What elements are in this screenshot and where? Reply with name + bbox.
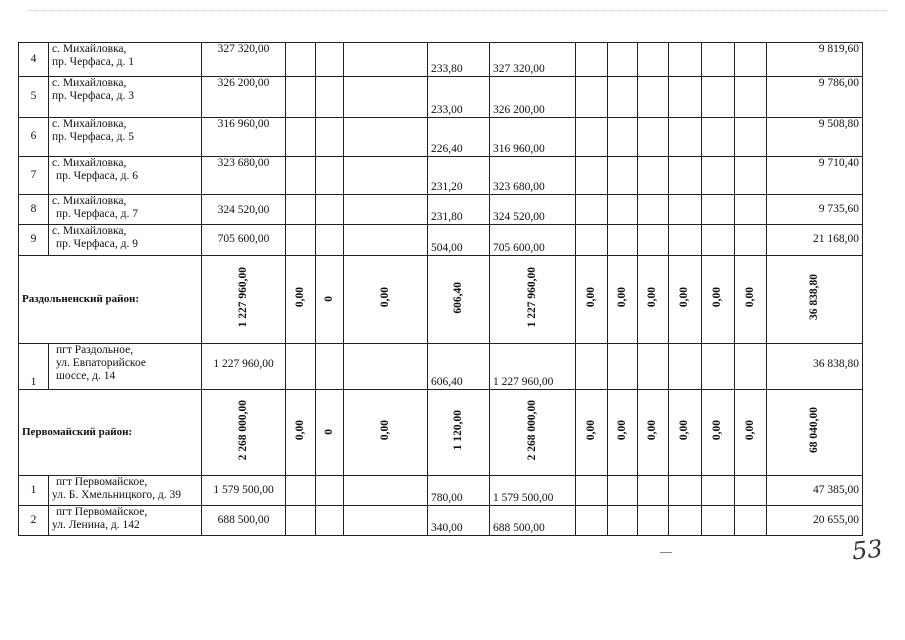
row-number: 1	[19, 476, 49, 506]
district-zero: 0,00	[584, 287, 597, 308]
fee-cell: 47 385,00	[767, 476, 863, 506]
row-number: 8	[19, 195, 49, 225]
address-line-1: с. Михайловка,	[52, 77, 127, 89]
district-value: 0,00	[293, 287, 306, 308]
district-zero: 0,00	[646, 420, 659, 441]
row-number: 4	[19, 43, 49, 77]
sum2-cell: 326 200,00	[490, 77, 576, 118]
district-zero: 0,00	[711, 287, 724, 308]
table-row	[19, 506, 863, 536]
address-line-3: шоссе, д. 14	[56, 370, 116, 383]
address-cell	[49, 77, 202, 118]
area-cell: 606,40	[428, 344, 490, 390]
scan-mark	[660, 552, 672, 553]
district-zero: 0,00	[584, 420, 597, 441]
address-line-2: ул. Б. Хмельницкого, д. 39	[52, 489, 182, 502]
sum2-cell: 324 520,00	[490, 195, 576, 225]
address-line-1: с. Михайловка,	[52, 157, 127, 169]
address-cell	[49, 344, 202, 390]
fee-cell: 21 168,00	[767, 225, 863, 256]
district-fee: 36 838,80	[807, 274, 820, 321]
sum-cell: 316 960,00	[202, 118, 286, 157]
district-area: 1 120,00	[451, 410, 464, 451]
address-line-2: пр. Черфаса, д. 3	[52, 90, 134, 103]
district-zero: 0,00	[646, 287, 659, 308]
area-cell: 340,00	[428, 506, 490, 536]
fee-cell: 9 735,60	[767, 195, 863, 225]
table-row	[19, 195, 863, 225]
row-number: 9	[19, 225, 49, 256]
district-summary-row	[19, 390, 863, 476]
sum2-cell: 705 600,00	[490, 225, 576, 256]
fee-cell: 9 786,00	[767, 77, 863, 118]
address-line-1: с. Михайловка,	[52, 195, 127, 207]
address-cell	[49, 476, 202, 506]
sum-cell: 1 579 500,00	[202, 476, 286, 506]
page-number: 53	[850, 534, 884, 566]
address-line-2: ул. Ленина, д. 142	[52, 519, 140, 532]
table-row	[19, 118, 863, 157]
address-cell	[49, 225, 202, 256]
estimate-table	[18, 42, 863, 536]
district-fee: 68 040,00	[807, 407, 820, 454]
sum2-cell: 1 227 960,00	[490, 344, 576, 390]
sum2-cell: 688 500,00	[490, 506, 576, 536]
sum-cell: 323 680,00	[202, 157, 286, 195]
fee-cell: 9 710,40	[767, 157, 863, 195]
address-line-1: с. Михайловка,	[52, 118, 127, 130]
table-row	[19, 344, 863, 390]
address-cell	[49, 118, 202, 157]
district-total: 2 268 000,00	[236, 400, 249, 461]
address-cell	[49, 157, 202, 195]
row-number: 7	[19, 157, 49, 195]
district-zero: 0,00	[711, 420, 724, 441]
district-name: Первомайский район:	[19, 390, 202, 476]
district-summary-row	[19, 256, 863, 344]
table-row	[19, 225, 863, 256]
table-row	[19, 77, 863, 118]
district-zero: 0,00	[615, 287, 628, 308]
district-zero: 0,00	[743, 420, 756, 441]
sum-cell: 1 227 960,00	[202, 344, 286, 390]
fee-cell: 9 819,60	[767, 43, 863, 77]
sum-cell: 324 520,00	[202, 195, 286, 225]
district-total2: 2 268 000,00	[525, 400, 538, 461]
row-number: 6	[19, 118, 49, 157]
address-line-1: пгт Первомайское,	[56, 476, 148, 488]
scan-noise-line	[28, 10, 888, 15]
address-line-2: пр. Черфаса, д. 7	[56, 208, 138, 221]
sum2-cell: 316 960,00	[490, 118, 576, 157]
district-total2: 1 227 960,00	[525, 267, 538, 328]
fee-cell: 20 655,00	[767, 506, 863, 536]
district-value: 0,00	[378, 420, 391, 441]
table-row	[19, 43, 863, 77]
sum2-cell: 323 680,00	[490, 157, 576, 195]
area-cell: 504,00	[428, 225, 490, 256]
sum-cell: 327 320,00	[202, 43, 286, 77]
row-number: 2	[19, 506, 49, 536]
address-line-2: ул. Евпаторийское	[56, 357, 146, 370]
district-value: 0	[322, 296, 335, 302]
address-line-2: пр. Черфаса, д. 6	[56, 170, 138, 183]
address-cell	[49, 195, 202, 225]
table-row	[19, 157, 863, 195]
area-cell: 780,00	[428, 476, 490, 506]
district-zero: 0,00	[678, 287, 691, 308]
address-line-1: с. Михайловка,	[52, 43, 127, 55]
area-cell: 233,80	[428, 43, 490, 77]
address-line-2: пр. Черфаса, д. 1	[52, 56, 134, 69]
fee-cell: 9 508,80	[767, 118, 863, 157]
fee-cell: 36 838,80	[767, 344, 863, 390]
district-value: 0,00	[293, 420, 306, 441]
area-cell: 231,80	[428, 195, 490, 225]
district-zero: 0,00	[743, 287, 756, 308]
address-cell	[49, 506, 202, 536]
sum2-cell: 1 579 500,00	[490, 476, 576, 506]
district-name: Раздольненский район:	[19, 256, 202, 344]
sum-cell: 326 200,00	[202, 77, 286, 118]
sum-cell: 688 500,00	[202, 506, 286, 536]
address-line-1: с. Михайловка,	[52, 225, 127, 237]
address-line-2: пр. Черфаса, д. 5	[52, 131, 134, 144]
area-cell: 226,40	[428, 118, 490, 157]
address-line-2: пр. Черфаса, д. 9	[56, 238, 138, 251]
address-line-1: пгт Раздольное,	[56, 344, 134, 356]
district-zero: 0,00	[615, 420, 628, 441]
row-number: 1	[19, 344, 49, 390]
address-line-1: пгт Первомайское,	[56, 506, 148, 518]
district-total: 1 227 960,00	[236, 267, 249, 328]
sum2-cell: 327 320,00	[490, 43, 576, 77]
area-cell: 233,00	[428, 77, 490, 118]
district-value: 0	[322, 429, 335, 435]
sum-cell: 705 600,00	[202, 225, 286, 256]
row-number: 5	[19, 77, 49, 118]
district-area: 606,40	[451, 281, 464, 314]
table-row	[19, 476, 863, 506]
address-cell	[49, 43, 202, 77]
district-zero: 0,00	[678, 420, 691, 441]
district-value: 0,00	[378, 287, 391, 308]
area-cell: 231,20	[428, 157, 490, 195]
